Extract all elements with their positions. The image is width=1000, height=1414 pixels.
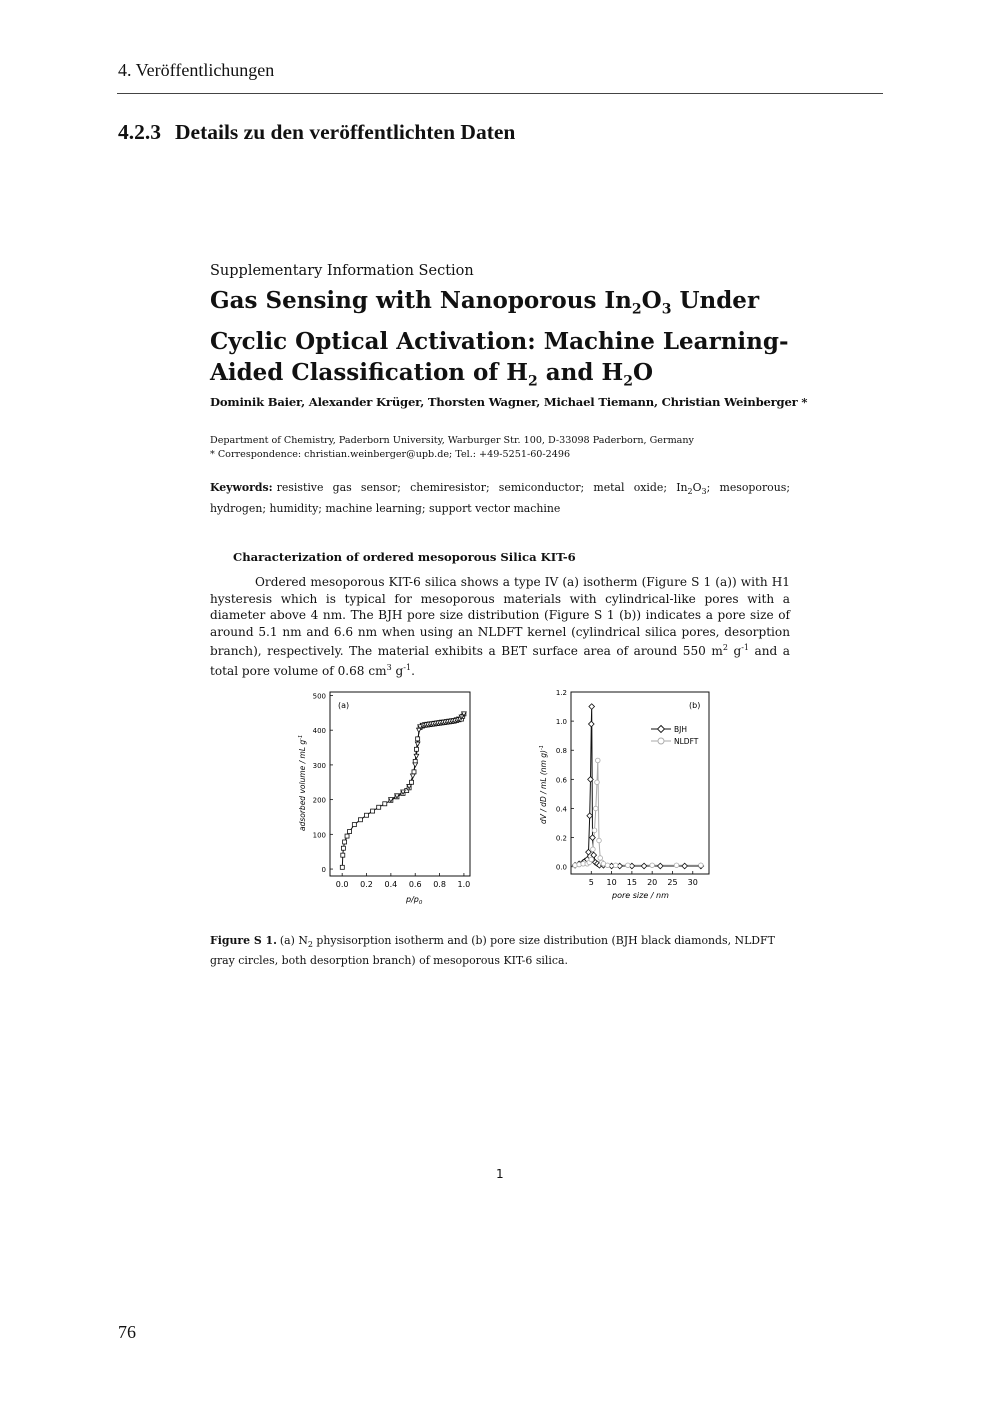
section-title-text: Details zu den veröffentlichten Daten (175, 120, 516, 144)
paper-title (210, 285, 810, 397)
y-axis-label-superscript: -1 (539, 745, 545, 751)
legend-label-nldft: NLDFT (674, 737, 699, 746)
data-point (605, 863, 610, 868)
x-tick-label: 10 (606, 878, 617, 887)
caption-label: Figure S 1. (210, 934, 277, 947)
isotherm-chart (294, 684, 480, 910)
circle-marker-icon (658, 738, 664, 744)
data-point (588, 721, 594, 727)
affiliation: Department of Chemistry, Paderborn University, Warburger Str. 100, D-33098 Paderborn, Germany (210, 435, 694, 446)
x-tick-label: 15 (626, 878, 637, 887)
data-point (410, 774, 415, 778)
section-number: 4.2.3 (118, 120, 161, 144)
x-tick-label: 0.8 (433, 880, 446, 889)
y-axis-label (539, 745, 548, 824)
y-tick-label: 500 (312, 692, 326, 701)
paragraph-text: . (411, 664, 415, 679)
data-point (365, 813, 369, 817)
data-point (699, 863, 704, 868)
keywords-subscript: 3 (701, 487, 707, 497)
caption-subscript: 2 (307, 940, 313, 950)
data-point (352, 823, 356, 827)
section-title (118, 120, 515, 145)
page-number: 76 (118, 1322, 136, 1342)
data-point (589, 704, 595, 710)
supplementary-label: Supplementary Information Section (210, 263, 474, 279)
figure-caption (210, 933, 792, 968)
data-point (410, 780, 414, 784)
x-tick-label: 5 (588, 878, 594, 887)
data-point (358, 818, 362, 822)
data-point (413, 763, 418, 767)
data-point (343, 840, 347, 844)
data-point (414, 754, 419, 758)
data-point (383, 802, 387, 806)
keywords-label: Keywords: (210, 481, 273, 494)
superscript: -1 (741, 643, 749, 653)
data-point (598, 856, 603, 861)
title-part: O (641, 287, 662, 314)
data-point (416, 737, 420, 741)
data-point (626, 863, 631, 868)
y-tick-label: 0.8 (555, 747, 567, 756)
pore-size-chart (533, 684, 723, 910)
y-tick-label: 0 (321, 866, 326, 875)
y-axis-label-superscript: -1 (298, 734, 304, 740)
legend (651, 725, 699, 746)
keywords-text: O (692, 481, 702, 494)
keywords-text: resistive gas sensor; chemiresistor; semiconductor; metal oxide; In (276, 481, 688, 494)
y-tick-label: 0.2 (555, 834, 567, 843)
data-point (412, 770, 416, 774)
x-tick-label: 0.0 (335, 880, 349, 889)
y-axis-label-text: dV / dD / mL (nm g) (539, 750, 548, 824)
paragraph-text: g (391, 664, 404, 679)
data-point (592, 828, 597, 833)
data-point (674, 863, 679, 868)
keywords-text: ; mesoporous; hydrogen; humidity; machine learning; support vector machine (210, 481, 790, 516)
data-point (587, 813, 593, 819)
panel-label: (a) (338, 701, 350, 710)
x-tick-label: 20 (647, 878, 658, 887)
legend-label-bjh: BJH (674, 725, 687, 734)
data-point (341, 853, 345, 857)
data-point (417, 728, 422, 732)
y-tick-label: 0.6 (555, 776, 567, 785)
x-tick-label: 0.4 (384, 880, 398, 889)
x-tick-label: 30 (687, 878, 698, 887)
running-header: 4. Veröffentlichungen (118, 60, 275, 80)
x-tick-label: 1.0 (457, 880, 471, 889)
body-paragraph (210, 574, 790, 680)
y-tick-label: 1.2 (555, 689, 567, 697)
y-tick-label: 0.4 (555, 805, 567, 814)
panel-label: (b) (689, 701, 701, 710)
data-point (595, 780, 600, 785)
y-axis-label (298, 735, 307, 831)
caption-text: physisorption isotherm and (b) pore size distribution (BJH black diamonds, NLDFT gray circles, both desorption branch) of mesoporous KIT-6 silica. (210, 934, 775, 967)
data-point (341, 846, 345, 850)
x-axis-label-text: p/p (406, 895, 419, 904)
data-point (641, 863, 647, 869)
paragraph-text: Ordered mesoporous KIT-6 silica shows a type IV (a) isotherm (Figure S 1 (a)) with H1 hysteresis which is typical for mesoporous materials with cylindrical-like pores with a diameter above 4 nm. The BJH pore size distribution (Figure S 1 (b)) indicates a pore size of around 5.1 nm and 6.6 nm when using an NLDFT kernel (cylindrical silica pores, desorption branch), respectively. The material exhibits a BET surface area of around 550 m (210, 575, 790, 659)
subsection-heading: Characterization of ordered mesoporous Silica KIT-6 (233, 550, 576, 564)
data-point (682, 863, 688, 869)
data-point (595, 758, 600, 763)
title-part: O (632, 358, 654, 386)
header-rule (117, 93, 883, 94)
data-point (345, 834, 349, 838)
inner-page-number: 1 (496, 1167, 504, 1181)
y-tick-label: 100 (312, 831, 326, 840)
superscript: -1 (403, 663, 412, 672)
title-part: Gas Sensing with Nanoporous In (210, 287, 632, 314)
data-point (650, 863, 655, 868)
x-axis-label: pore size / nm (612, 891, 669, 900)
affiliation-block (210, 434, 694, 462)
data-point (340, 865, 344, 869)
title-subscript: 3 (661, 301, 672, 318)
data-point (414, 747, 418, 751)
data-point (591, 847, 596, 852)
x-axis-label (405, 895, 423, 906)
data-point (597, 838, 602, 843)
data-point (657, 863, 663, 869)
y-axis-label-text: adsorbed volume / mL g (298, 739, 307, 831)
title-subscript: 2 (623, 373, 633, 390)
authors: Dominik Baier, Alexander Krüger, Thorsten Wagner, Michael Tiemann, Christian Weinberger * (210, 395, 808, 409)
x-tick-label: 0.6 (408, 880, 422, 889)
keywords-subscript: 2 (687, 487, 693, 497)
x-tick-label: 25 (667, 878, 678, 887)
superscript: 2 (722, 643, 728, 653)
x-tick-label: 0.2 (360, 880, 373, 889)
title-subscript: 2 (631, 301, 642, 318)
title-subscript: 2 (528, 373, 538, 390)
paragraph-text: and a total pore volume of 0.68 cm (210, 644, 791, 679)
superscript: 3 (386, 663, 392, 672)
y-tick-label: 200 (312, 796, 326, 805)
data-point (589, 857, 594, 862)
data-point (377, 805, 381, 809)
x-axis-label-subscript: 0 (418, 900, 423, 906)
y-tick-label: 300 (312, 761, 326, 770)
y-tick-label: 0.0 (555, 863, 567, 872)
caption-text: (a) N (279, 934, 308, 947)
diamond-marker-icon (658, 726, 665, 733)
correspondence: * Correspondence: christian.weinberger@upb.de; Tel.: +49-5251-60-2496 (210, 449, 571, 460)
title-part: Under Cyclic Optical Activation: Machine Learning-Aided Classification of H (210, 287, 789, 386)
data-point (613, 863, 618, 868)
paragraph-text: g (727, 644, 742, 659)
data-point (593, 806, 598, 811)
y-tick-label: 400 (312, 727, 326, 736)
title-part: and H (537, 358, 624, 386)
keywords (210, 479, 790, 517)
y-tick-label: 1.0 (555, 718, 567, 727)
data-point (371, 809, 375, 813)
data-point (347, 830, 351, 834)
data-point (415, 742, 420, 746)
